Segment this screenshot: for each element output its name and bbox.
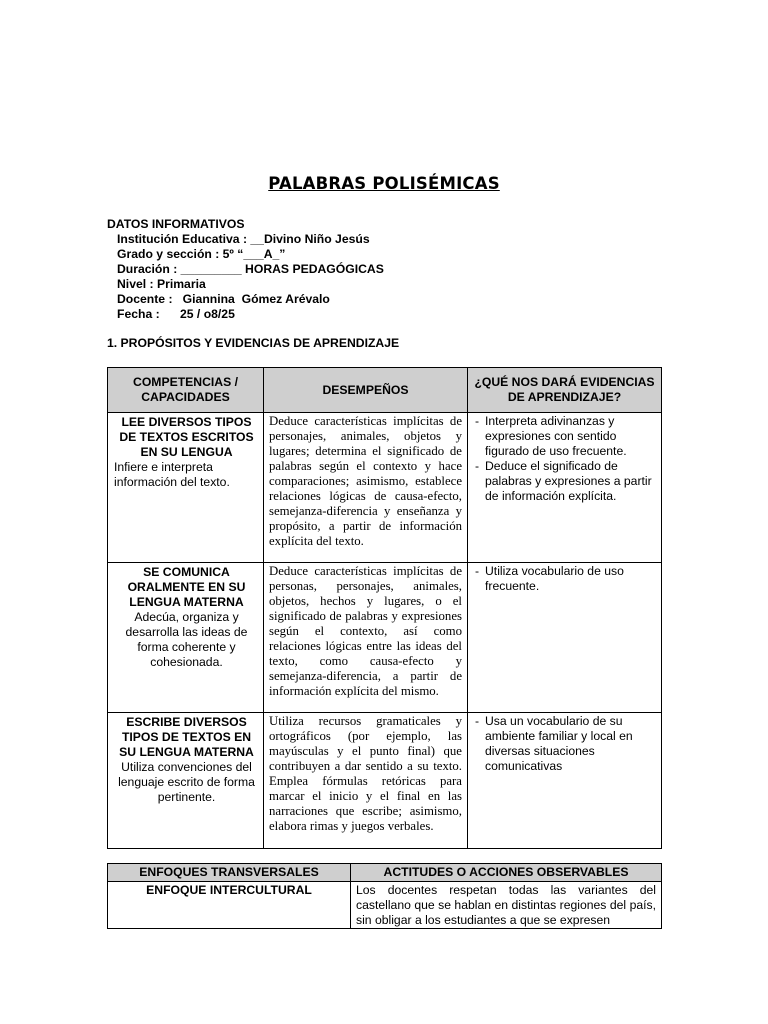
duracion-line: Duración : _________ HORAS PEDAGÓGICAS [117,262,384,276]
desempeno-cell: Deduce características implícitas de personas, personajes, animales, objetos, hechos y lugares, o el significado de palabras y expresiones según el contexto, así como relaciones lógicas entre las ideas del texto, como causa-efecto y semejanza-diferencia, a partir de información explícita del mismo. [264,563,468,713]
header-competencias: COMPETENCIAS / CAPACIDADES [108,368,264,413]
evidencia-cell [468,563,662,713]
fecha-line: Fecha : 25 / o8/25 [117,307,235,321]
table-row [108,882,662,929]
enfoques-table [107,863,662,929]
actitud-cell: Los docentes respetan todas las variantes del castellano que se hablan en distintas regiones del país, sin obligar a los estudiantes a que se expresen [351,882,662,929]
evidencia-item: - Deduce el significado de palabras y expresiones a partir de información explícita. [474,459,655,504]
table-header-row [108,368,662,413]
propositos-table [107,367,662,849]
header-enfoques: ENFOQUES TRANSVERSALES [108,864,351,882]
competencia-name: SE COMUNICA ORALMENTE EN SU LENGUA MATERNA [127,565,246,609]
competencia-name: LEE DIVERSOS TIPOS DE TEXTOS ESCRITOS EN SU LENGUA [119,415,254,459]
desempeno-cell: Utiliza recursos gramaticales y ortográficos (por ejemplo, las mayúsculas y el punto final) que contribuyen a dar sentido a su texto. Emplea fórmulas retóricas para marcar el inicio y el final en las narraciones que escribe; asimismo, elabora rimas y juegos verbales. [264,713,468,849]
grado-line: Grado y sección : 5º “___A_” [117,247,286,261]
table-row [108,413,662,563]
document-title: PALABRAS POLISÉMICAS [268,174,500,193]
capacidad-text: Utiliza convenciones del lenguaje escrito de forma pertinente. [118,760,255,804]
evidencia-item: - Utiliza vocabulario de uso frecuente. [474,564,655,594]
table-row [108,563,662,713]
table-header-row [108,864,662,882]
capacidad-text: Adecúa, organiza y desarrolla las ideas de forma coherente y cohesionada. [125,610,248,669]
evidencia-item: - Usa un vocabulario de su ambiente familiar y local en diversas situaciones comunicativas [474,714,655,774]
nivel-line: Nivel : Primaria [117,277,206,291]
datos-heading: DATOS INFORMATIVOS [107,217,245,231]
competencia-cell [108,563,264,713]
institucion-line: Institución Educativa : __Divino Niño Jesús [117,232,370,246]
enfoque-cell: ENFOQUE INTERCULTURAL [108,882,351,929]
evidencia-cell [468,413,662,563]
docente-line: Docente : Giannina Gómez Arévalo [117,292,330,306]
header-actitudes: ACTITUDES O ACCIONES OBSERVABLES [351,864,662,882]
header-desempenos: DESEMPEÑOS [264,368,468,413]
desempeno-cell: Deduce características implícitas de personajes, animales, objetos y lugares; determina el significado de palabras según el contexto y hace comparaciones; asimismo, establece relaciones lógicas de causa-efecto, semejanza-diferencia y enseñanza y propósito, a partir de información explícita del texto. [264,413,468,563]
competencia-name: ESCRIBE DIVERSOS TIPOS DE TEXTOS EN SU LENGUA MATERNA [119,715,254,759]
competencia-cell [108,413,264,563]
capacidad-text: Infiere e interpreta información del texto. [114,460,230,489]
evidencia-cell [468,713,662,849]
header-evidencias: ¿QUÉ NOS DARÁ EVIDENCIAS DE APRENDIZAJE? [468,368,662,413]
datos-informativos [107,217,384,322]
section-heading: 1. PROPÓSITOS Y EVIDENCIAS DE APRENDIZAJE [107,336,400,350]
table-row [108,713,662,849]
evidencia-item: - Interpreta adivinanzas y expresiones con sentido figurado de uso frecuente. [474,414,655,459]
competencia-cell [108,713,264,849]
